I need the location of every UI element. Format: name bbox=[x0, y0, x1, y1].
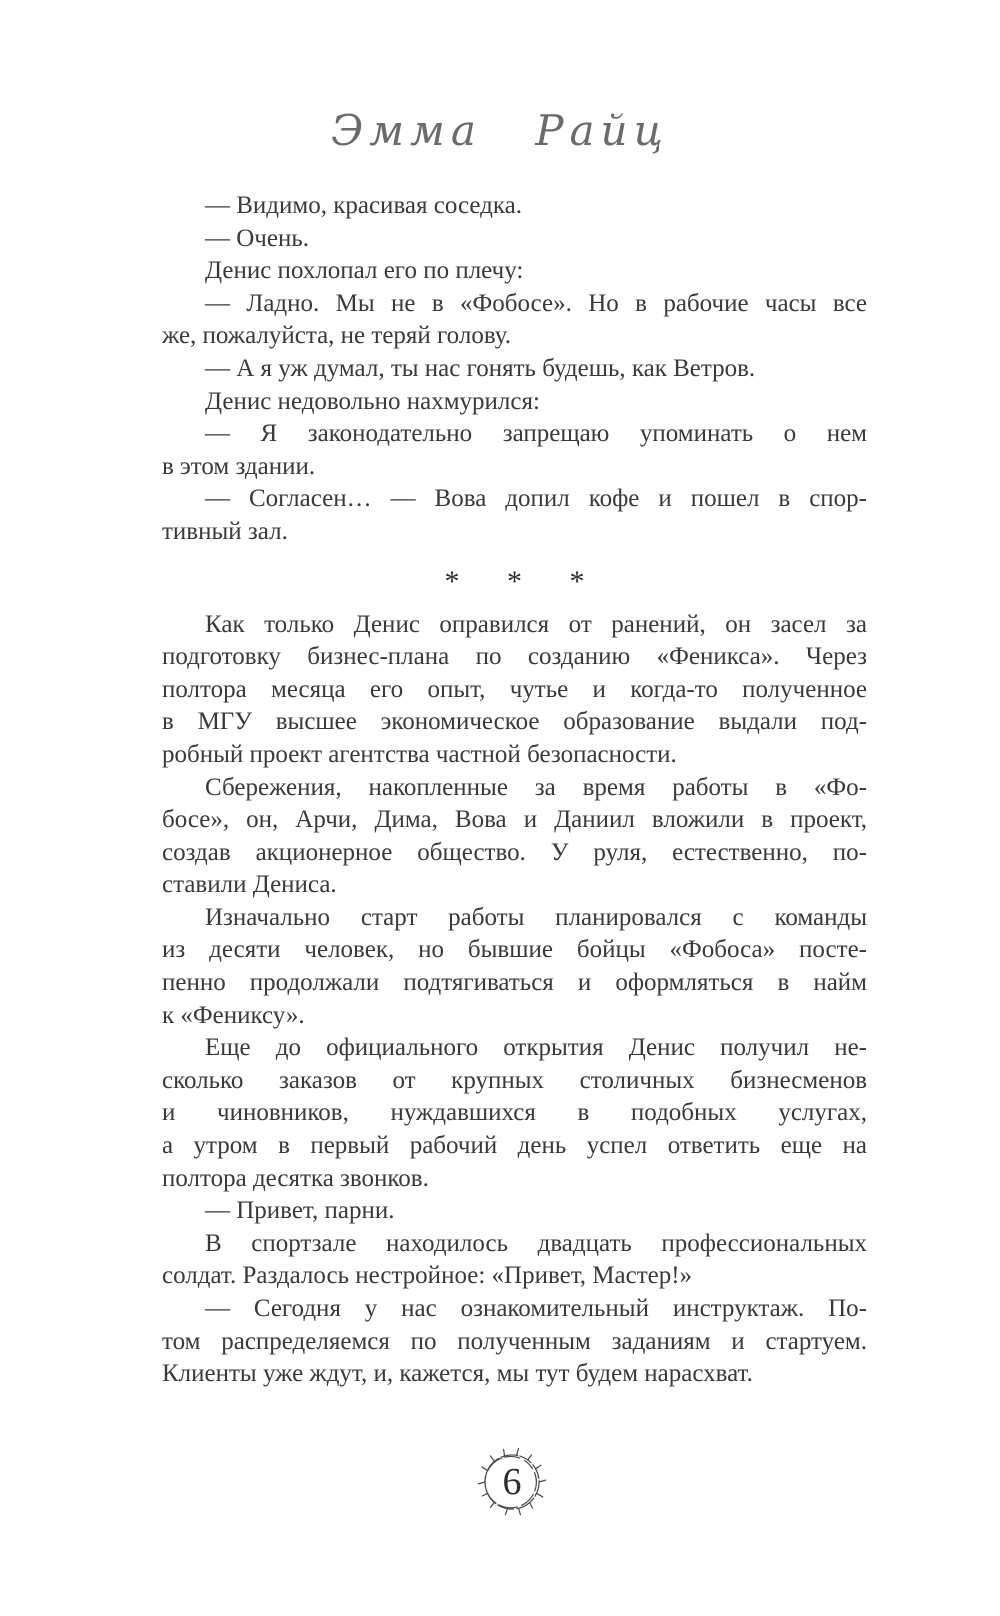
text-line: — Ладно. Мы не в «Фобосе». Но в рабочие часы все bbox=[205, 289, 867, 317]
text-line: босе», он, Арчи, Дима, Вова и Даниил вложили в проект, bbox=[162, 806, 867, 834]
text-line: полтора месяца его опыт, чутье и когда-то полученное bbox=[162, 675, 867, 703]
text-line: же, пожалуйста, не теряй голову. bbox=[162, 322, 512, 350]
text-line: — Сегодня у нас ознакомительный инструктаж. По- bbox=[205, 1295, 867, 1322]
text-line: Изначально старт работы планировался с команды bbox=[205, 903, 867, 931]
text-line: — Привет, парни. bbox=[205, 1197, 395, 1225]
text-line: Еще до официального открытия Денис получил не- bbox=[205, 1034, 867, 1062]
text-line: ставили Дениса. bbox=[162, 871, 337, 899]
text-line: полтора десятка звонков. bbox=[162, 1164, 429, 1192]
text-line: а утром в первый рабочий день успел ответить еще на bbox=[162, 1132, 867, 1160]
text-line: пенно продолжали подтягиваться и оформляться в найм bbox=[162, 969, 867, 997]
text-line: — Видимо, красивая соседка. bbox=[205, 192, 522, 219]
text-line: сколько заказов от крупных столичных бизнесменов bbox=[162, 1066, 867, 1094]
text-line: — Очень. bbox=[205, 224, 310, 252]
text-line: тивный зал. bbox=[162, 517, 288, 545]
text-line: — Я законодательно запрещаю упоминать о нем bbox=[205, 420, 867, 448]
text-line: Денис похлопал его по плечу: bbox=[205, 257, 524, 285]
page-number-ornament bbox=[470, 1440, 554, 1524]
text-line: из десяти человек, но бывшие бойцы «Фобоса» посте- bbox=[162, 936, 867, 964]
section-break-stars: * * * bbox=[444, 565, 605, 599]
text-line: подготовку бизнес-плана по созданию «Феникса». Через bbox=[162, 643, 867, 671]
text-line: в МГУ высшее экономическое образование выдали под- bbox=[162, 708, 867, 736]
text-line: Клиенты уже ждут, и, кажется, мы тут будем нарасхват. bbox=[162, 1360, 753, 1388]
text-line: В спортзале находилось двадцать профессиональных bbox=[205, 1229, 867, 1257]
text-line: к «Фениксу». bbox=[162, 1001, 305, 1029]
text-line: — А я уж думал, ты нас гонять будешь, как Ветров. bbox=[205, 354, 756, 382]
text-line: Денис недовольно нахмурился: bbox=[205, 387, 540, 415]
section-narrative bbox=[162, 609, 867, 1391]
page-number: 6 bbox=[502, 1461, 522, 1503]
section-dialogue bbox=[162, 190, 867, 549]
running-header-author: Эмма Райц bbox=[331, 106, 669, 155]
text-line: и чиновников, нуждавшихся в подобных услугах, bbox=[162, 1099, 867, 1127]
text-line: робный проект агентства частной безопасности. bbox=[162, 740, 677, 768]
text-line: Сбережения, накопленные за время работы в «Фо- bbox=[205, 773, 867, 801]
text-line: — Согласен… — Вова допил кофе и пошел в спор- bbox=[205, 485, 867, 513]
text-line: создав акционерное общество. У руля, естественно, по- bbox=[162, 838, 867, 866]
text-line: в этом здании. bbox=[162, 452, 316, 480]
text-block bbox=[162, 190, 867, 1391]
text-line: солдат. Раздалось нестройное: «Привет, Мастер!» bbox=[162, 1262, 693, 1290]
text-line: том распределяемся по полученным заданиям и стартуем. bbox=[162, 1327, 867, 1355]
text-line: Как только Денис оправился от ранений, он засел за bbox=[205, 610, 867, 638]
